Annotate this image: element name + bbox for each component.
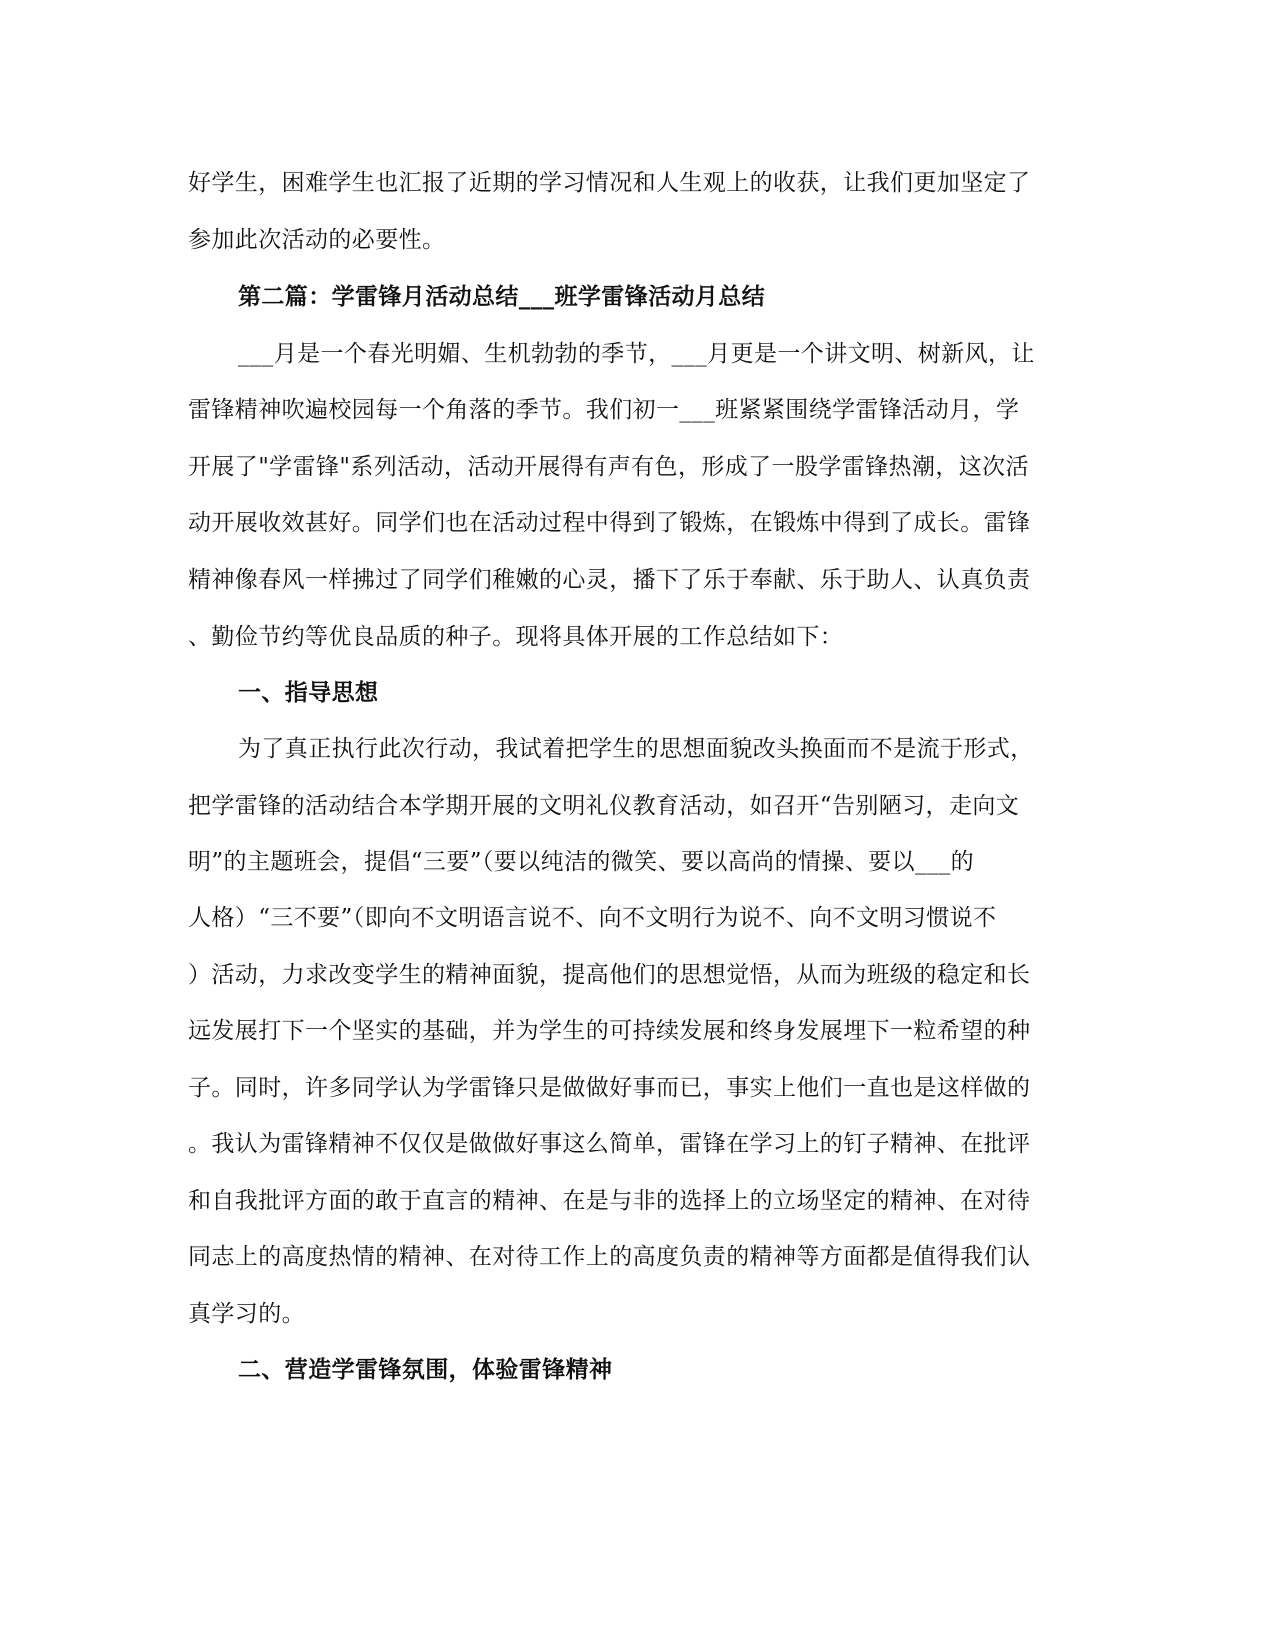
section-heading: 一、指导思想 bbox=[238, 679, 379, 706]
paragraph-line: 把学雷锋的活动结合本学期开展的文明礼仪教育活动，如召开“告别陋习，走向文 bbox=[188, 793, 1020, 819]
paragraph-line: 子。同时，许多同学认为学雷锋只是做做好事而已，事实上他们一直也是这样做的 bbox=[188, 1075, 1031, 1101]
paragraph-line: 为了真正执行此次行动，我试着把学生的思想面貌改头换面而不是流于形式， bbox=[238, 736, 1034, 762]
paragraph-line: 明”的主题班会，提倡“三要”（要以纯洁的微笑、要以高尚的情操、要以___的 bbox=[188, 849, 975, 875]
paragraph-line: 精神像春风一样拂过了同学们稚嫩的心灵，播下了乐于奉献、乐于助人、认真负责 bbox=[188, 567, 1031, 593]
paragraph-line: 远发展打下一个坚实的基础，并为学生的可持续发展和终身发展埋下一粒希望的种 bbox=[188, 1018, 1031, 1044]
paragraph-line: 真学习的。 bbox=[188, 1301, 305, 1327]
paragraph-line: ___月是一个春光明媚、生机勃勃的季节，___月更是一个讲文明、树新风，让 bbox=[238, 341, 1035, 367]
paragraph-line: 开展了"学雷锋"系列活动，活动开展得有声有色，形成了一股学雷锋热潮，这次活 bbox=[188, 454, 1029, 480]
paragraph-line: ）活动，力求改变学生的精神面貌，提高他们的思想觉悟，从而为班级的稳定和长 bbox=[188, 962, 1031, 988]
paragraph-line: 、勤俭节约等优良品质的种子。现将具体开展的工作总结如下： bbox=[188, 624, 844, 650]
paragraph-line: 动开展收效甚好。同学们也在活动过程中得到了锻炼，在锻炼中得到了成长。雷锋 bbox=[188, 510, 1031, 536]
paragraph-line: 参加此次活动的必要性。 bbox=[188, 227, 446, 253]
paragraph-line: 人格）“三不要”（即向不文明语言说不、向不文明行为说不、向不文明习惯说不 bbox=[188, 905, 997, 931]
paragraph-line: 和自我批评方面的敢于直言的精神、在是与非的选择上的立场坚定的精神、在对待 bbox=[188, 1188, 1031, 1214]
section-heading: 第二篇：学雷锋月活动总结___班学雷锋活动月总结 bbox=[238, 283, 766, 310]
paragraph-line: 雷锋精神吹遍校园每一个角落的季节。我们初一___班紧紧围绕学雷锋活动月，学 bbox=[188, 397, 1020, 423]
paragraph-line: 同志上的高度热情的精神、在对待工作上的高度负责的精神等方面都是值得我们认 bbox=[188, 1244, 1031, 1270]
paragraph-line: 。我认为雷锋精神不仅仅是做做好事这么简单，雷锋在学习上的钉子精神、在批评 bbox=[188, 1131, 1031, 1157]
paragraph-line: 好学生，困难学生也汇报了近期的学习情况和人生观上的收获，让我们更加坚定了 bbox=[188, 170, 1031, 196]
section-heading: 二、营造学雷锋氛围，体验雷锋精神 bbox=[238, 1356, 613, 1383]
